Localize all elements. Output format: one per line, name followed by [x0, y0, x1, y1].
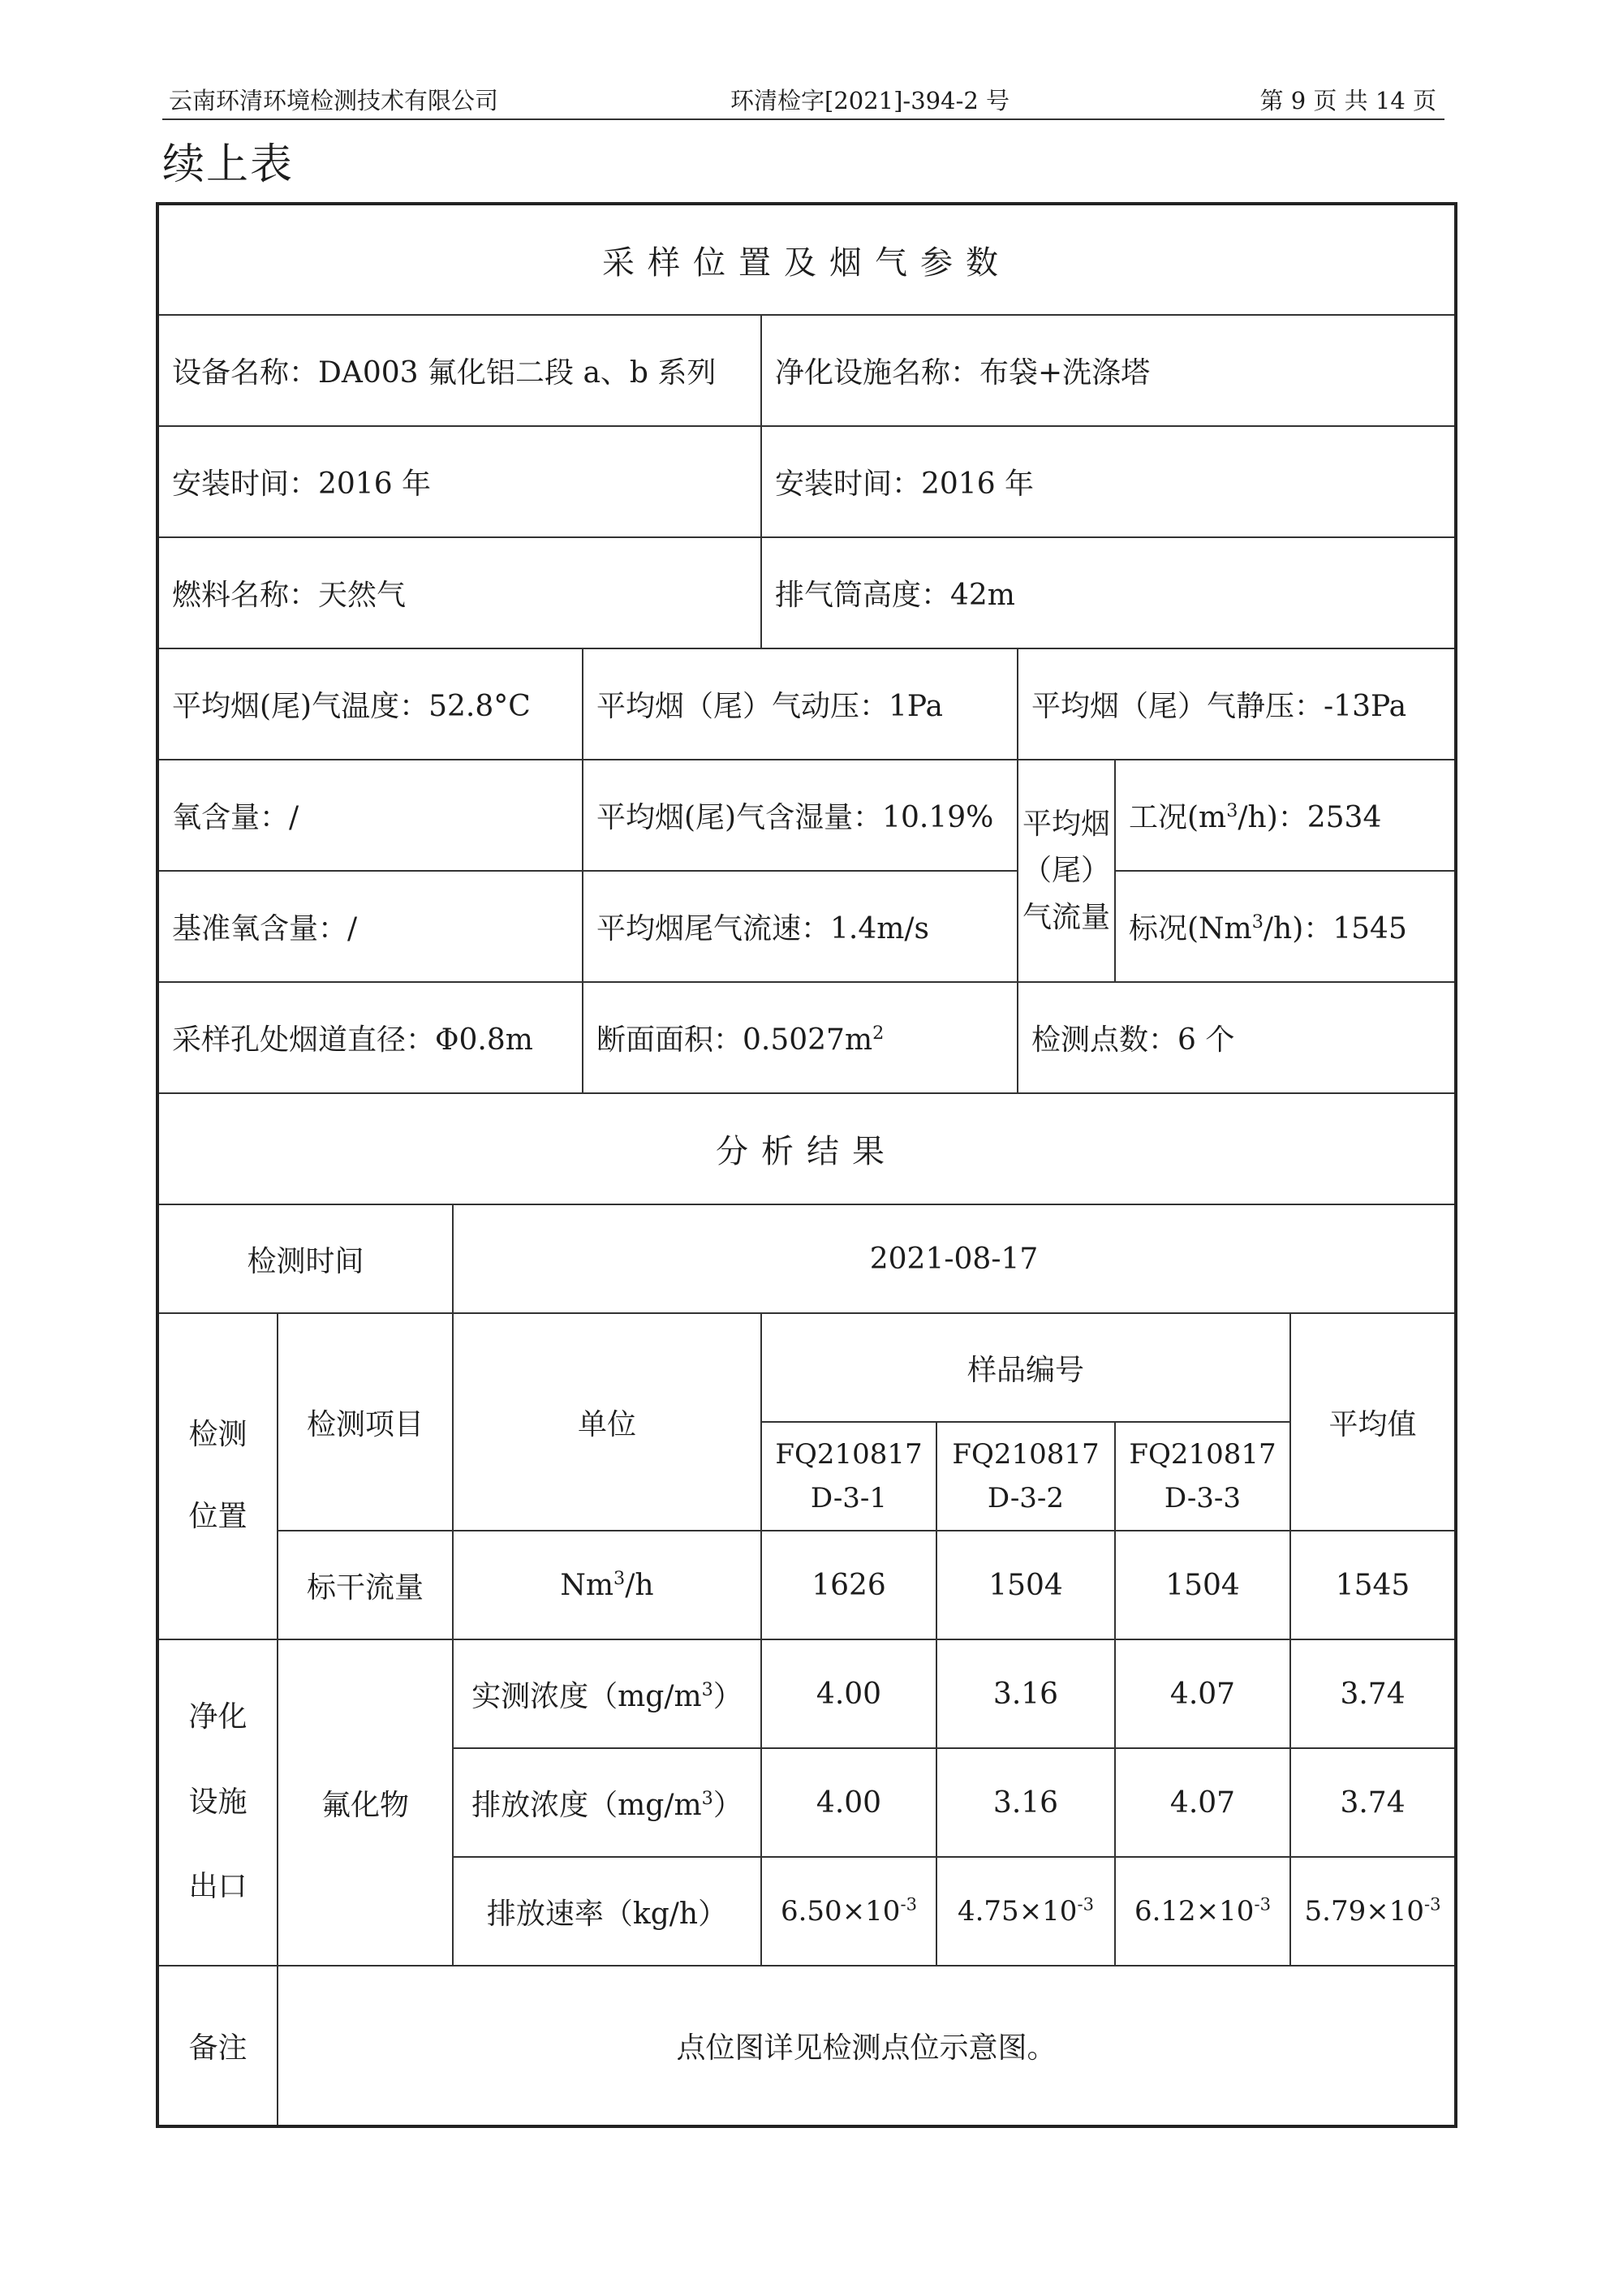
flow-value: 1626: [761, 1531, 936, 1639]
pollutant-name: 氟化物: [278, 1639, 453, 1966]
fuel-name: 燃料名称：天然气: [157, 537, 761, 648]
emission-concentration-value: 3.16: [936, 1748, 1115, 1857]
flow-row-item: 标干流量: [278, 1531, 453, 1639]
measured-concentration-average: 3.74: [1290, 1639, 1456, 1748]
emission-rate-label: 排放速率（kg/h）: [453, 1857, 761, 1966]
sample-number: FQ210817 D-3-2: [936, 1422, 1115, 1531]
average-label: 平均值: [1290, 1313, 1456, 1531]
avg-dynamic-pressure: 平均烟（尾）气动压：1Pa: [583, 648, 1018, 760]
install-time-2: 安装时间：2016 年: [761, 426, 1456, 537]
install-time-1: 安装时间：2016 年: [157, 426, 761, 537]
measured-concentration-value: 3.16: [936, 1639, 1115, 1748]
emission-concentration-value: 4.00: [761, 1748, 936, 1857]
stack-height: 排气筒高度：42m: [761, 537, 1456, 648]
page-header: [162, 78, 1444, 120]
measured-concentration-label: 实测浓度$(mg/m^3)$: [453, 1639, 761, 1748]
report-number: 环清检字[2021]-394-2 号: [730, 87, 1010, 114]
page-number: 第 9 页 共 14 页: [1259, 87, 1436, 114]
sample-number: FQ210817 D-3-3: [1115, 1422, 1290, 1531]
flue-diameter: 采样孔处烟道直径：Φ0.8m: [157, 982, 583, 1093]
flow-label-line: 气流量: [1022, 900, 1110, 934]
company-name: 云南环清环境检测技术有限公司: [169, 87, 499, 114]
equipment-name: 设备名称：DA003 氟化铝二段 a、b 系列: [157, 315, 761, 426]
emission-rate-value: $6.50\times 10^{-3}$: [761, 1857, 936, 1966]
emission-concentration-label: 排放浓度$(mg/m^3)$: [453, 1748, 761, 1857]
reference-oxygen: 基准氧含量：/: [157, 871, 583, 982]
remark-text: 点位图详见检测点位示意图。: [278, 1966, 1456, 2126]
emission-concentration-average: 3.74: [1290, 1748, 1456, 1857]
sampling-section-title: 采样位置及烟气参数: [157, 204, 1456, 315]
oxygen-content: 氧含量：/: [157, 760, 583, 871]
sample-number: FQ210817 D-3-1: [761, 1422, 936, 1531]
analysis-section-title: 分析结果: [157, 1093, 1456, 1204]
sample-number-label: 样品编号: [761, 1313, 1290, 1422]
unit-label: 单位: [453, 1313, 761, 1531]
location-label: 检测 位置: [157, 1313, 278, 1639]
purifier-name: 净化设施名称：布袋+洗涤塔: [761, 315, 1456, 426]
flow-value: 1504: [936, 1531, 1115, 1639]
moisture-content: 平均烟(尾)气含湿量：10.19%: [583, 760, 1018, 871]
flow-label-line: （尾）: [1022, 854, 1110, 888]
report-table: [156, 202, 1457, 2128]
emission-rate-average: $5.79\times 10^{-3}$: [1290, 1857, 1456, 1966]
detection-date: 2021-08-17: [453, 1204, 1456, 1313]
standard-flow: 标况(Nm$^3$/h)：1545: [1115, 871, 1456, 982]
avg-temperature: 平均烟(尾)气温度：52.8°C: [157, 648, 583, 760]
flow-row-unit: Nm$^3$/h: [453, 1531, 761, 1639]
flow-value: 1504: [1115, 1531, 1290, 1639]
section-area: 断面面积：$0.5027m^2$: [583, 982, 1018, 1093]
flow-average: 1545: [1290, 1531, 1456, 1639]
emission-rate-value: $4.75\times 10^{-3}$: [936, 1857, 1115, 1966]
measured-concentration-value: 4.07: [1115, 1639, 1290, 1748]
emission-concentration-value: 4.07: [1115, 1748, 1290, 1857]
continued-title: 续上表: [162, 140, 295, 189]
outlet-label: 净化 设施 出口: [157, 1639, 278, 1966]
measured-concentration-value: 4.00: [761, 1639, 936, 1748]
remark-label: 备注: [157, 1966, 278, 2126]
flow-label-line: 平均烟: [1022, 807, 1110, 841]
flow-label: [1018, 760, 1115, 982]
working-flow: 工况$(m^3/h)$：2534: [1115, 760, 1456, 871]
detection-points: 检测点数：6 个: [1018, 982, 1456, 1093]
detection-time-label: 检测时间: [157, 1204, 453, 1313]
avg-static-pressure: 平均烟（尾）气静压：-13Pa: [1018, 648, 1456, 760]
emission-rate-value: $6.12\times 10^{-3}$: [1115, 1857, 1290, 1966]
flow-velocity: 平均烟尾气流速：1.4m/s: [583, 871, 1018, 982]
item-label: 检测项目: [278, 1313, 453, 1531]
